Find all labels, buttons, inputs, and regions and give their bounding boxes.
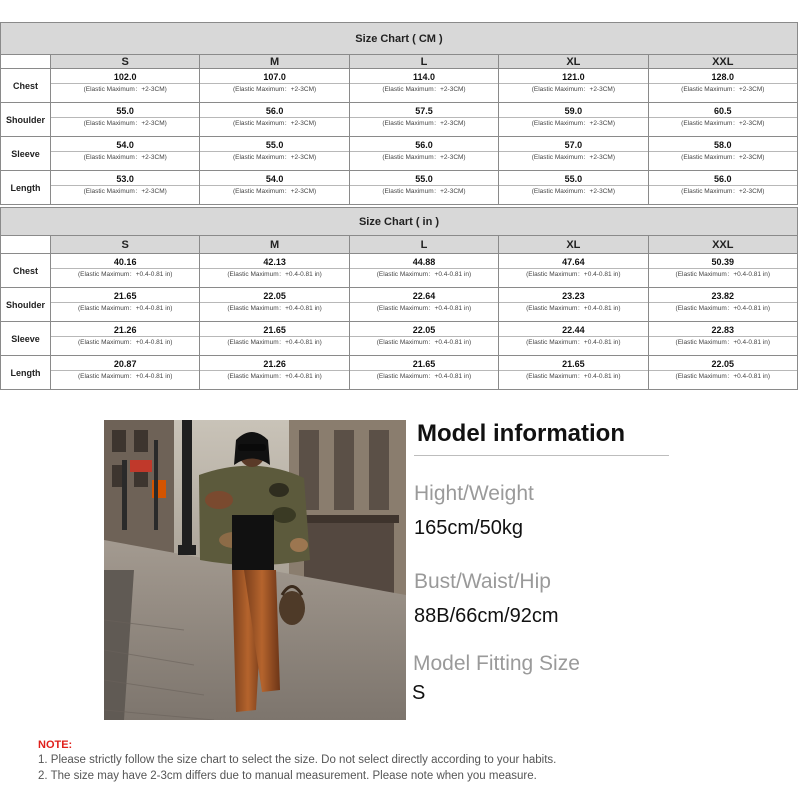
measurement-value: 107.0 bbox=[200, 69, 348, 84]
measurement-value: 42.13 bbox=[200, 254, 348, 269]
measurement-value: 55.0 bbox=[51, 103, 199, 118]
elastic-note: (Elastic Maximum：+0.4-0.81 in) bbox=[77, 271, 173, 278]
table-cell-m bbox=[200, 356, 349, 390]
measurement-value: 21.26 bbox=[200, 356, 348, 371]
table-cell-l bbox=[349, 356, 498, 390]
measurement-value: 54.0 bbox=[200, 171, 348, 186]
table-cell-l bbox=[349, 137, 498, 171]
measurement-value: 21.65 bbox=[499, 356, 647, 371]
measurement-value: 44.88 bbox=[350, 254, 498, 269]
measurement-value: 114.0 bbox=[350, 69, 498, 84]
elastic-note: (Elastic Maximum：+0.4-0.81 in) bbox=[77, 373, 173, 380]
table-cell-xxl bbox=[648, 322, 797, 356]
table-row bbox=[1, 137, 798, 171]
model-info-divider bbox=[414, 455, 669, 456]
size-chart-in bbox=[0, 207, 798, 390]
measurement-value: 47.64 bbox=[499, 254, 647, 269]
table-cell-m bbox=[200, 288, 349, 322]
table-cell-l bbox=[349, 322, 498, 356]
fitting-size-label: Model Fitting Size bbox=[413, 652, 580, 675]
table-cell-m bbox=[200, 171, 349, 205]
elastic-note: (Elastic Maximum：+0.4-0.81 in) bbox=[526, 373, 621, 380]
table-cell-xxl bbox=[648, 288, 797, 322]
row-label-sleeve: Sleeve bbox=[1, 322, 51, 356]
measurement-value: 21.65 bbox=[200, 322, 348, 337]
table-cell-s bbox=[51, 288, 200, 322]
measurement-value: 53.0 bbox=[51, 171, 199, 186]
measurement-value: 22.44 bbox=[499, 322, 647, 337]
table-cell-xxl bbox=[648, 137, 797, 171]
measurement-value: 121.0 bbox=[499, 69, 647, 84]
table-cell-s bbox=[51, 356, 200, 390]
table-cell-xl bbox=[499, 356, 648, 390]
measurement-value: 55.0 bbox=[200, 137, 348, 152]
table-cell-s bbox=[51, 103, 200, 137]
row-label-length: Length bbox=[1, 171, 51, 205]
elastic-note: (Elastic Maximum：+2-3CM) bbox=[531, 154, 615, 161]
table-cell-xl bbox=[499, 322, 648, 356]
header-blank-cell bbox=[1, 236, 51, 254]
table-cell-xl bbox=[499, 103, 648, 137]
table-cell-s bbox=[51, 69, 200, 103]
measurement-value: 22.05 bbox=[350, 322, 498, 337]
elastic-note: (Elastic Maximum：+0.4-0.81 in) bbox=[227, 373, 322, 380]
size-header-l: L bbox=[349, 236, 498, 254]
table-row bbox=[1, 171, 798, 205]
height-weight-value: 165cm/50kg bbox=[414, 517, 523, 539]
elastic-note: (Elastic Maximum：+0.4-0.81 in) bbox=[675, 305, 771, 312]
elastic-note: (Elastic Maximum：+2-3CM) bbox=[382, 120, 466, 127]
elastic-note: (Elastic Maximum：+2-3CM) bbox=[232, 188, 317, 195]
measurement-value: 22.05 bbox=[649, 356, 797, 371]
elastic-note: (Elastic Maximum：+0.4-0.81 in) bbox=[227, 271, 322, 278]
elastic-note: (Elastic Maximum：+0.4-0.81 in) bbox=[376, 271, 472, 278]
fitting-size-value: S bbox=[412, 682, 426, 704]
table-cell-xl bbox=[499, 288, 648, 322]
table-cell-m bbox=[200, 137, 349, 171]
row-label-sleeve: Sleeve bbox=[1, 137, 51, 171]
elastic-note: (Elastic Maximum：+2-3CM) bbox=[531, 120, 615, 127]
measurement-value: 20.87 bbox=[51, 356, 199, 371]
size-header-xl: XL bbox=[499, 236, 648, 254]
elastic-note: (Elastic Maximum：+2-3CM) bbox=[83, 120, 167, 127]
size-header-xxl: XXL bbox=[648, 236, 797, 254]
measurement-value: 21.65 bbox=[350, 356, 498, 371]
measurement-value: 56.0 bbox=[200, 103, 348, 118]
row-label-chest: Chest bbox=[1, 254, 51, 288]
size-header-s: S bbox=[51, 55, 200, 69]
table-row bbox=[1, 322, 798, 356]
elastic-note: (Elastic Maximum：+2-3CM) bbox=[681, 154, 765, 161]
elastic-note: (Elastic Maximum：+0.4-0.81 in) bbox=[675, 373, 771, 380]
measurement-value: 40.16 bbox=[51, 254, 199, 269]
measurement-value: 56.0 bbox=[649, 171, 797, 186]
measurement-value: 21.65 bbox=[51, 288, 199, 303]
elastic-note: (Elastic Maximum：+2-3CM) bbox=[681, 120, 765, 127]
table-cell-xl bbox=[499, 137, 648, 171]
elastic-note: (Elastic Maximum：+0.4-0.81 in) bbox=[526, 339, 621, 346]
elastic-note: (Elastic Maximum：+0.4-0.81 in) bbox=[77, 305, 173, 312]
elastic-note: (Elastic Maximum：+2-3CM) bbox=[232, 154, 317, 161]
table-cell-l bbox=[349, 288, 498, 322]
bust-waist-hip-label: Bust/Waist/Hip bbox=[414, 570, 551, 593]
size-chart-cm-title: Size Chart ( CM ) bbox=[1, 23, 798, 55]
elastic-note: (Elastic Maximum：+2-3CM) bbox=[382, 154, 466, 161]
measurement-value: 56.0 bbox=[350, 137, 498, 152]
measurement-value: 55.0 bbox=[350, 171, 498, 186]
measurement-value: 23.82 bbox=[649, 288, 797, 303]
measurement-value: 50.39 bbox=[649, 254, 797, 269]
elastic-note: (Elastic Maximum：+0.4-0.81 in) bbox=[526, 305, 621, 312]
table-cell-s bbox=[51, 322, 200, 356]
measurement-value: 58.0 bbox=[649, 137, 797, 152]
measurement-value: 57.0 bbox=[499, 137, 647, 152]
elastic-note: (Elastic Maximum：+2-3CM) bbox=[232, 120, 317, 127]
height-weight-label: Hight/Weight bbox=[414, 482, 534, 505]
bust-waist-hip-value: 88B/66cm/92cm bbox=[414, 605, 559, 627]
elastic-note: (Elastic Maximum：+2-3CM) bbox=[681, 86, 765, 93]
table-cell-xxl bbox=[648, 69, 797, 103]
table-cell-xl bbox=[499, 171, 648, 205]
elastic-note: (Elastic Maximum：+0.4-0.81 in) bbox=[675, 271, 771, 278]
measurement-value: 22.64 bbox=[350, 288, 498, 303]
table-cell-xxl bbox=[648, 171, 797, 205]
elastic-note: (Elastic Maximum：+2-3CM) bbox=[232, 86, 317, 93]
notes-section bbox=[38, 738, 778, 784]
row-label-shoulder: Shoulder bbox=[1, 288, 51, 322]
size-header-m: M bbox=[200, 55, 349, 69]
measurement-value: 54.0 bbox=[51, 137, 199, 152]
table-cell-m bbox=[200, 322, 349, 356]
table-cell-xl bbox=[499, 254, 648, 288]
measurement-value: 128.0 bbox=[649, 69, 797, 84]
elastic-note: (Elastic Maximum：+2-3CM) bbox=[531, 188, 615, 195]
elastic-note: (Elastic Maximum：+0.4-0.81 in) bbox=[227, 305, 322, 312]
measurement-value: 21.26 bbox=[51, 322, 199, 337]
size-header-s: S bbox=[51, 236, 200, 254]
elastic-note: (Elastic Maximum：+0.4-0.81 in) bbox=[376, 373, 472, 380]
elastic-note: (Elastic Maximum：+0.4-0.81 in) bbox=[376, 305, 472, 312]
table-cell-s bbox=[51, 171, 200, 205]
elastic-note: (Elastic Maximum：+2-3CM) bbox=[83, 154, 167, 161]
measurement-value: 59.0 bbox=[499, 103, 647, 118]
table-row bbox=[1, 103, 798, 137]
elastic-note: (Elastic Maximum：+0.4-0.81 in) bbox=[675, 339, 771, 346]
size-header-l: L bbox=[349, 55, 498, 69]
table-cell-xxl bbox=[648, 356, 797, 390]
elastic-note: (Elastic Maximum：+2-3CM) bbox=[681, 188, 765, 195]
table-cell-s bbox=[51, 137, 200, 171]
row-label-shoulder: Shoulder bbox=[1, 103, 51, 137]
size-chart-cm bbox=[0, 22, 798, 205]
table-cell-l bbox=[349, 171, 498, 205]
table-cell-xl bbox=[499, 69, 648, 103]
table-cell-m bbox=[200, 254, 349, 288]
model-info-title: Model information bbox=[417, 420, 625, 447]
table-cell-m bbox=[200, 103, 349, 137]
measurement-value: 55.0 bbox=[499, 171, 647, 186]
measurement-value: 23.23 bbox=[499, 288, 647, 303]
measurement-value: 102.0 bbox=[51, 69, 199, 84]
elastic-note: (Elastic Maximum：+0.4-0.81 in) bbox=[376, 339, 472, 346]
header-blank-cell bbox=[1, 55, 51, 69]
table-cell-l bbox=[349, 103, 498, 137]
row-label-chest: Chest bbox=[1, 69, 51, 103]
table-cell-xxl bbox=[648, 103, 797, 137]
measurement-value: 60.5 bbox=[649, 103, 797, 118]
table-cell-xxl bbox=[648, 254, 797, 288]
size-header-xxl: XXL bbox=[648, 55, 797, 69]
elastic-note: (Elastic Maximum：+0.4-0.81 in) bbox=[526, 271, 621, 278]
model-photo-illustration bbox=[104, 420, 406, 720]
note-line-1: 1. Please strictly follow the size chart to select the size. Do not select directly according to your habits. bbox=[38, 754, 557, 766]
elastic-note: (Elastic Maximum：+0.4-0.81 in) bbox=[77, 339, 173, 346]
size-header-m: M bbox=[200, 236, 349, 254]
table-cell-l bbox=[349, 69, 498, 103]
measurement-value: 57.5 bbox=[350, 103, 498, 118]
model-photo bbox=[104, 420, 406, 720]
size-chart-in-title: Size Chart ( in ) bbox=[1, 208, 798, 236]
elastic-note: (Elastic Maximum：+0.4-0.81 in) bbox=[227, 339, 322, 346]
table-row bbox=[1, 356, 798, 390]
elastic-note: (Elastic Maximum：+2-3CM) bbox=[531, 86, 615, 93]
measurement-value: 22.05 bbox=[200, 288, 348, 303]
elastic-note: (Elastic Maximum：+2-3CM) bbox=[83, 86, 167, 93]
table-cell-m bbox=[200, 69, 349, 103]
table-row bbox=[1, 69, 798, 103]
measurement-value: 22.83 bbox=[649, 322, 797, 337]
row-label-length: Length bbox=[1, 356, 51, 390]
size-header-xl: XL bbox=[499, 55, 648, 69]
elastic-note: (Elastic Maximum：+2-3CM) bbox=[382, 86, 466, 93]
note-line-2: 2. The size may have 2-3cm differs due to manual measurement. Please note when you measure. bbox=[38, 770, 537, 782]
table-row bbox=[1, 288, 798, 322]
table-cell-l bbox=[349, 254, 498, 288]
elastic-note: (Elastic Maximum：+2-3CM) bbox=[83, 188, 167, 195]
table-cell-s bbox=[51, 254, 200, 288]
notes-title: NOTE: bbox=[38, 739, 73, 751]
elastic-note: (Elastic Maximum：+2-3CM) bbox=[382, 188, 466, 195]
table-row bbox=[1, 254, 798, 288]
